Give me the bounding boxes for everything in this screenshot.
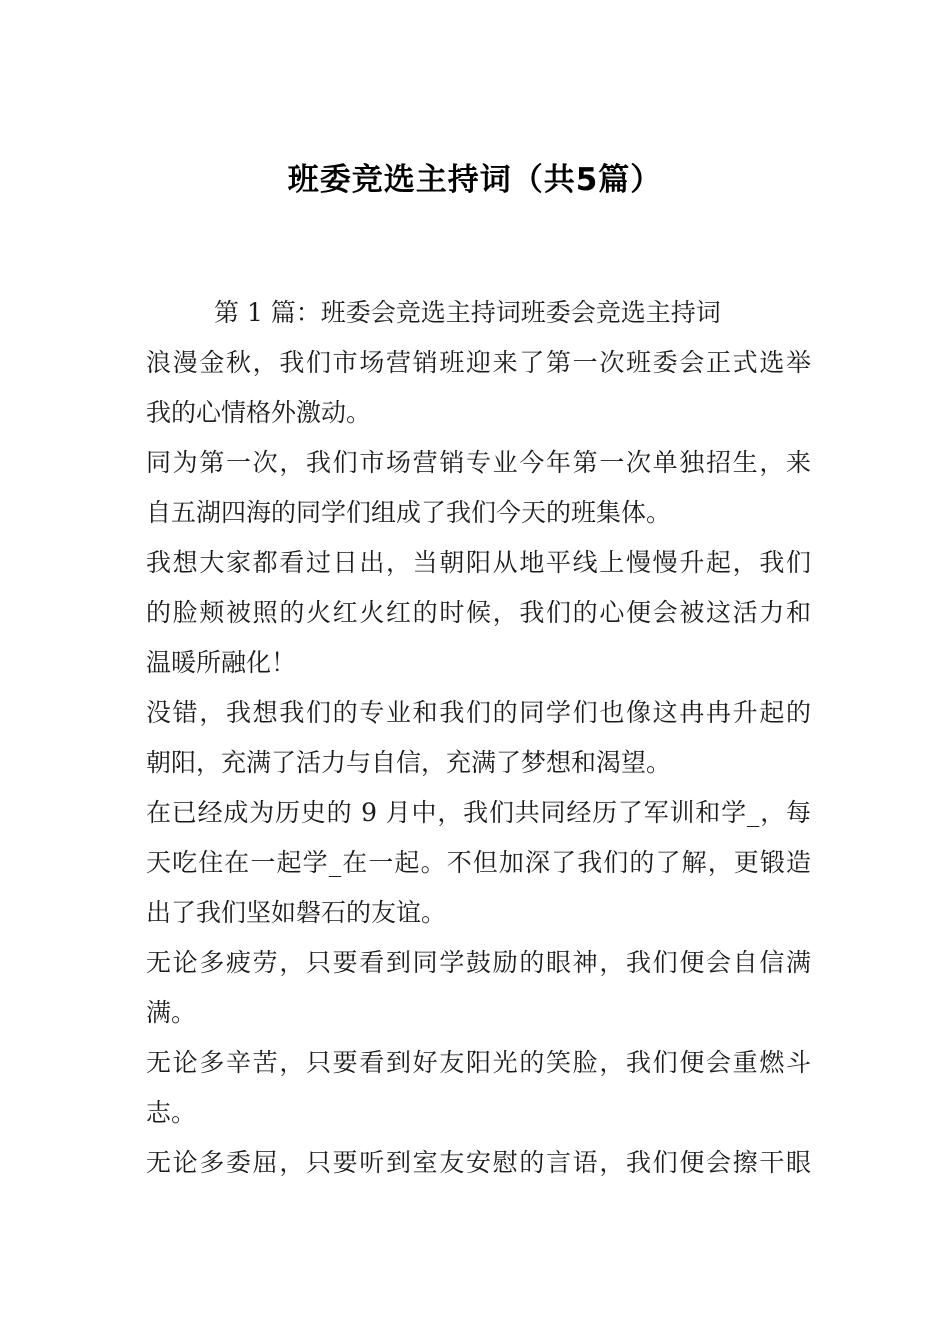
body-text-line: 无论多疲劳，只要看到同学鼓励的眼神，我们便会自信满 (146, 948, 811, 977)
body-text-line: 出了我们坚如磐石的友谊。 (146, 898, 447, 927)
body-text-line: 志。 (146, 1098, 197, 1127)
body-text-line: 天吃住在一起学_在一起。不但加深了我们的了解，更锻造 (146, 848, 811, 877)
document-title: 班委竞选主持词（共5篇） (287, 162, 663, 198)
body-text-line: 朝阳，充满了活力与自信，充满了梦想和渴望。 (146, 748, 672, 777)
body-text-line: 我想大家都看过日出，当朝阳从地平线上慢慢升起，我们 (146, 548, 811, 577)
body-text-line: 无论多委屈，只要听到室友安慰的言语，我们便会擦干眼 (146, 1148, 811, 1177)
body-text-line: 自五湖四海的同学们组成了我们今天的班集体。 (146, 498, 672, 527)
body-text-line: 的脸颊被照的火红火红的时候，我们的心便会被这活力和 (146, 598, 811, 627)
body-text-line: 浪漫金秋，我们市场营销班迎来了第一次班委会正式选举 (146, 348, 811, 377)
body-text-line: 无论多辛苦，只要看到好友阳光的笑脸，我们便会重燃斗 (146, 1048, 811, 1077)
body-text-line: 满。 (146, 998, 197, 1027)
body-text-line: 我的心情格外激动。 (146, 398, 372, 427)
body-text-line: 同为第一次，我们市场营销专业今年第一次单独招生，来 (146, 448, 811, 477)
body-text-line: 温暖所融化！ (146, 648, 297, 677)
section-heading-line: 第 1 篇：班委会竞选主持词班委会竞选主持词 (214, 298, 721, 327)
body-text-line: 没错，我想我们的专业和我们的同学们也像这冉冉升起的 (146, 698, 811, 727)
body-text-line: 在已经成为历史的 9 月中，我们共同经历了军训和学_，每 (146, 798, 811, 827)
